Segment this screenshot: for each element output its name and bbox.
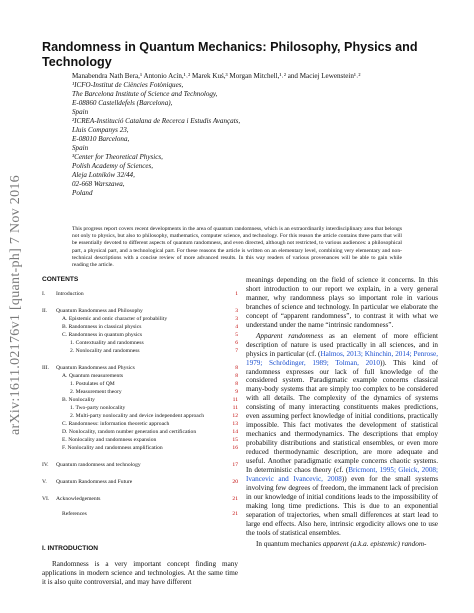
toc-label: A. Epistemic and ontic character of probability (62, 316, 168, 322)
introduction-heading: I. INTRODUCTION (42, 545, 99, 552)
apparent-randomness-term: Apparent randomness (256, 331, 324, 340)
toc-label: 1. Contextuality and randomness (70, 340, 144, 346)
toc-page-link[interactable]: 5 (235, 332, 238, 338)
toc-section-number: II. (42, 308, 48, 314)
toc-entry[interactable] (42, 380, 238, 388)
toc-entry[interactable] (42, 436, 238, 444)
text-span: In quantum mechanics (256, 539, 323, 548)
toc-entry[interactable] (42, 420, 238, 428)
toc-entry[interactable] (42, 412, 238, 420)
right-column (246, 276, 438, 551)
affiliation-line: E-08010 Barcelona, (72, 135, 130, 143)
contents-heading: CONTENTS (42, 276, 79, 283)
toc-page-link[interactable]: 3 (235, 316, 238, 322)
toc-entry[interactable] (42, 331, 238, 339)
toc-label: C. Randomness: information theoretic approach (62, 421, 170, 427)
toc-label: 2. Multi-party nonlocality and device independent approach (70, 413, 205, 419)
toc-entry[interactable] (42, 510, 238, 518)
toc-entry[interactable] (42, 396, 238, 404)
toc-section-number: III. (42, 365, 49, 371)
affiliation-line: Spain (72, 108, 89, 116)
toc-entry[interactable] (42, 290, 238, 298)
toc-label: B. Nonlocality (62, 397, 95, 403)
intro-paragraph-left: Randomness is a very important concept finding many applications in modern science and technologies. At the same time it is also quite controversial, and may have different (42, 560, 238, 587)
toc-page-link[interactable]: 8 (235, 365, 238, 371)
toc-section-number: VI. (42, 496, 50, 502)
affiliation-line: Poland (72, 189, 93, 197)
affiliation-line: E-08860 Castelldefels (Barcelona), (72, 99, 173, 107)
toc-page-link[interactable]: 7 (235, 348, 238, 354)
toc-label: Quantum Randomness and Physics (56, 365, 135, 371)
toc-section-number: IV. (42, 462, 49, 468)
toc-entry[interactable] (42, 347, 238, 355)
citation-link[interactable]: Bricmont, 1995; Gleick, 2008; Ivancevic and Ivancevic, 2008 (246, 466, 438, 483)
toc-entry[interactable] (42, 428, 238, 436)
toc-label: Quantum Randomness and Future (56, 479, 133, 485)
toc-page-link[interactable]: 14 (232, 429, 238, 435)
toc-label: Quantum Randomness and Philosophy (56, 308, 143, 314)
toc-label: 1. Postulates of QM (70, 381, 115, 387)
toc-label: E. Nonlocality and randomness expansion (62, 437, 157, 443)
arxiv-id: arXiv:1611.02176v1 [quant-ph] 7 Nov 2016 (8, 175, 23, 435)
toc-page-link[interactable]: 16 (232, 445, 238, 451)
toc-entry[interactable] (42, 495, 238, 503)
toc-entry[interactable] (42, 339, 238, 347)
author-block (72, 72, 452, 198)
toc-entry[interactable] (42, 372, 238, 380)
toc-page-link[interactable]: 13 (232, 421, 238, 427)
toc-page-link[interactable]: 15 (232, 437, 238, 443)
toc-page-link[interactable]: 8 (235, 373, 238, 379)
toc-page-link[interactable]: 12 (232, 413, 238, 419)
toc-page-link[interactable]: 17 (232, 462, 238, 468)
toc-entry[interactable] (42, 478, 238, 486)
text-span: )). This kind of randomness expresses our lack of full knowledge of the considered system. Paradigmatic example concerns classical many-body systems that are simply too complex to be considered with all details. The complexity of the dynamics of systems consisting of many interacting constituents makes predictions, even assuming perfect knowledge of initial conditions, practically impossible. This fact motivates the development of statistical mechanics and thermodynamics. The descriptions that employ probability distributions and statistical ensembles, or even more reduced thermodynamic description, are more adequate and useful. Another paradigmatic example concerns chaotic systems. In deterministic chaos theory (cf. ( (246, 358, 439, 475)
toc-label: A. Quantum measurements (62, 373, 124, 379)
toc-page-link[interactable]: 1 (235, 291, 238, 297)
intro-paragraph-1: meanings depending on the field of science it concerns. In this short introduction to our report we explain, in a very general manner, why randomness plays so important role in various branches of science and technology. In particular we elaborate the concept of “apparent randomness”, to contrast it with what we understand under the name “intrinsic randomness”. (246, 276, 438, 329)
author-list: Manabendra Nath Bera,¹ Antonio Acín,¹˒² Marek Kuś,³ Morgan Mitchell,¹˒² and Maciej Lewenstein¹˒² (72, 72, 361, 80)
intro-paragraph-3 (246, 540, 438, 549)
toc-page-link[interactable]: 8 (235, 381, 238, 387)
affiliation-line: ²ICREA-Institució Catalana de Recerca i Estudis Avançats, (72, 117, 241, 125)
toc-entry[interactable] (42, 364, 238, 372)
toc-page-link[interactable]: 20 (232, 479, 238, 485)
intro-paragraph-2 (246, 332, 438, 538)
affiliation-line: ³Center for Theoretical Physics, (72, 153, 163, 161)
text-span: as an element of more efficient description of nature is used practically in all sciences, and in physics in particular (cf. ( (246, 331, 438, 358)
affiliation-line: Lluis Companys 23, (72, 126, 129, 134)
paper-title: Randomness in Quantum Mechanics: Philosophy, Physics and Technology (42, 40, 418, 69)
toc-section-number: V. (42, 479, 47, 485)
toc-label: 2. Measurement theory (70, 389, 122, 395)
toc-label: F. Nonlocality and randomness amplification (62, 445, 163, 451)
affiliation-line: ¹ICFO-Institut de Ciències Fotòniques, (72, 81, 184, 89)
toc-page-link[interactable]: 11 (232, 405, 238, 411)
toc-page-link[interactable]: 3 (235, 308, 238, 314)
toc-section-number: I. (42, 291, 46, 297)
arxiv-identifier-margin (2, 150, 30, 460)
toc-page-link[interactable]: 6 (235, 340, 238, 346)
toc-entry[interactable] (42, 315, 238, 323)
text-span: )) even for the small systems involving few degrees of freedom, the immanent lack of precision in our knowledge of initial conditions leads to the impossibility of making long time predictions. This is due to an exponential separation of trajectories, when small differences at start lead to large end effects. Also here, intrinsic ergodicity allows one to use the tools of statistical ensembles. (246, 474, 438, 537)
toc-label: D. Nonlocality, random number generation and certification (62, 429, 197, 435)
toc-label: Introduction (56, 291, 84, 297)
toc-label: B. Randomness in classical physics (62, 324, 142, 330)
affiliation-line: Polish Academy of Sciences, (72, 162, 154, 170)
toc-label: Quantum randomness and technology (56, 462, 141, 468)
affiliation-line: The Barcelona Institute of Science and Technology, (72, 90, 218, 98)
toc-page-link[interactable]: 11 (232, 397, 238, 403)
affiliation-line: Aleja Lotników 32/44, (72, 171, 135, 179)
affiliation-line: 02-668 Warszawa, (72, 180, 125, 188)
toc-label: Acknowledgements (56, 496, 101, 502)
toc-entry[interactable] (42, 388, 238, 396)
affiliation-list (72, 81, 452, 198)
toc-page-link[interactable]: 4 (235, 324, 238, 330)
toc-page-link[interactable]: 9 (235, 389, 238, 395)
abstract: This progress report covers recent developments in the area of quantum randomness, which is an extraordinarily interdisciplinary area that belongs not only to physics, but also to philosophy, mathematics, computer science, and technology. For this reason the article contains three parts that will be essentially devoted to different aspects of quantum randomness, and even directed, although not restricted, to various audiences: a philosophical part, a physical part, and a technological part. For these reasons the article is written on an elementary level, combining very elementary and non-technical descriptions with a concise review of more advanced results. In this way readers of various provenances will be able to gain while reading the article. (72, 226, 402, 269)
toc-entry[interactable] (42, 461, 238, 469)
toc-entry[interactable] (42, 444, 238, 452)
citation-link[interactable]: Halmos, 2013; Khinchin, 2014; Penrose, 1979; Schrödinger, 1989; Tolman, 2010 (246, 349, 439, 367)
toc-label: References (62, 511, 87, 517)
toc-entry[interactable] (42, 307, 238, 315)
affiliation-line: Spain (72, 144, 89, 152)
toc-page-link[interactable]: 21 (232, 496, 238, 502)
toc-label: 2. Nonlocality and randomness (70, 348, 140, 354)
toc-entry[interactable] (42, 404, 238, 412)
toc-label: 1. Two-party nonlocality (70, 405, 126, 411)
emphasis-span: apparent (a.k.a. epistemic) random- (322, 539, 427, 548)
toc-page-link[interactable]: 21 (232, 511, 238, 517)
toc-label: C. Randomness in quantum physics (62, 332, 143, 338)
toc-entry[interactable] (42, 323, 238, 331)
